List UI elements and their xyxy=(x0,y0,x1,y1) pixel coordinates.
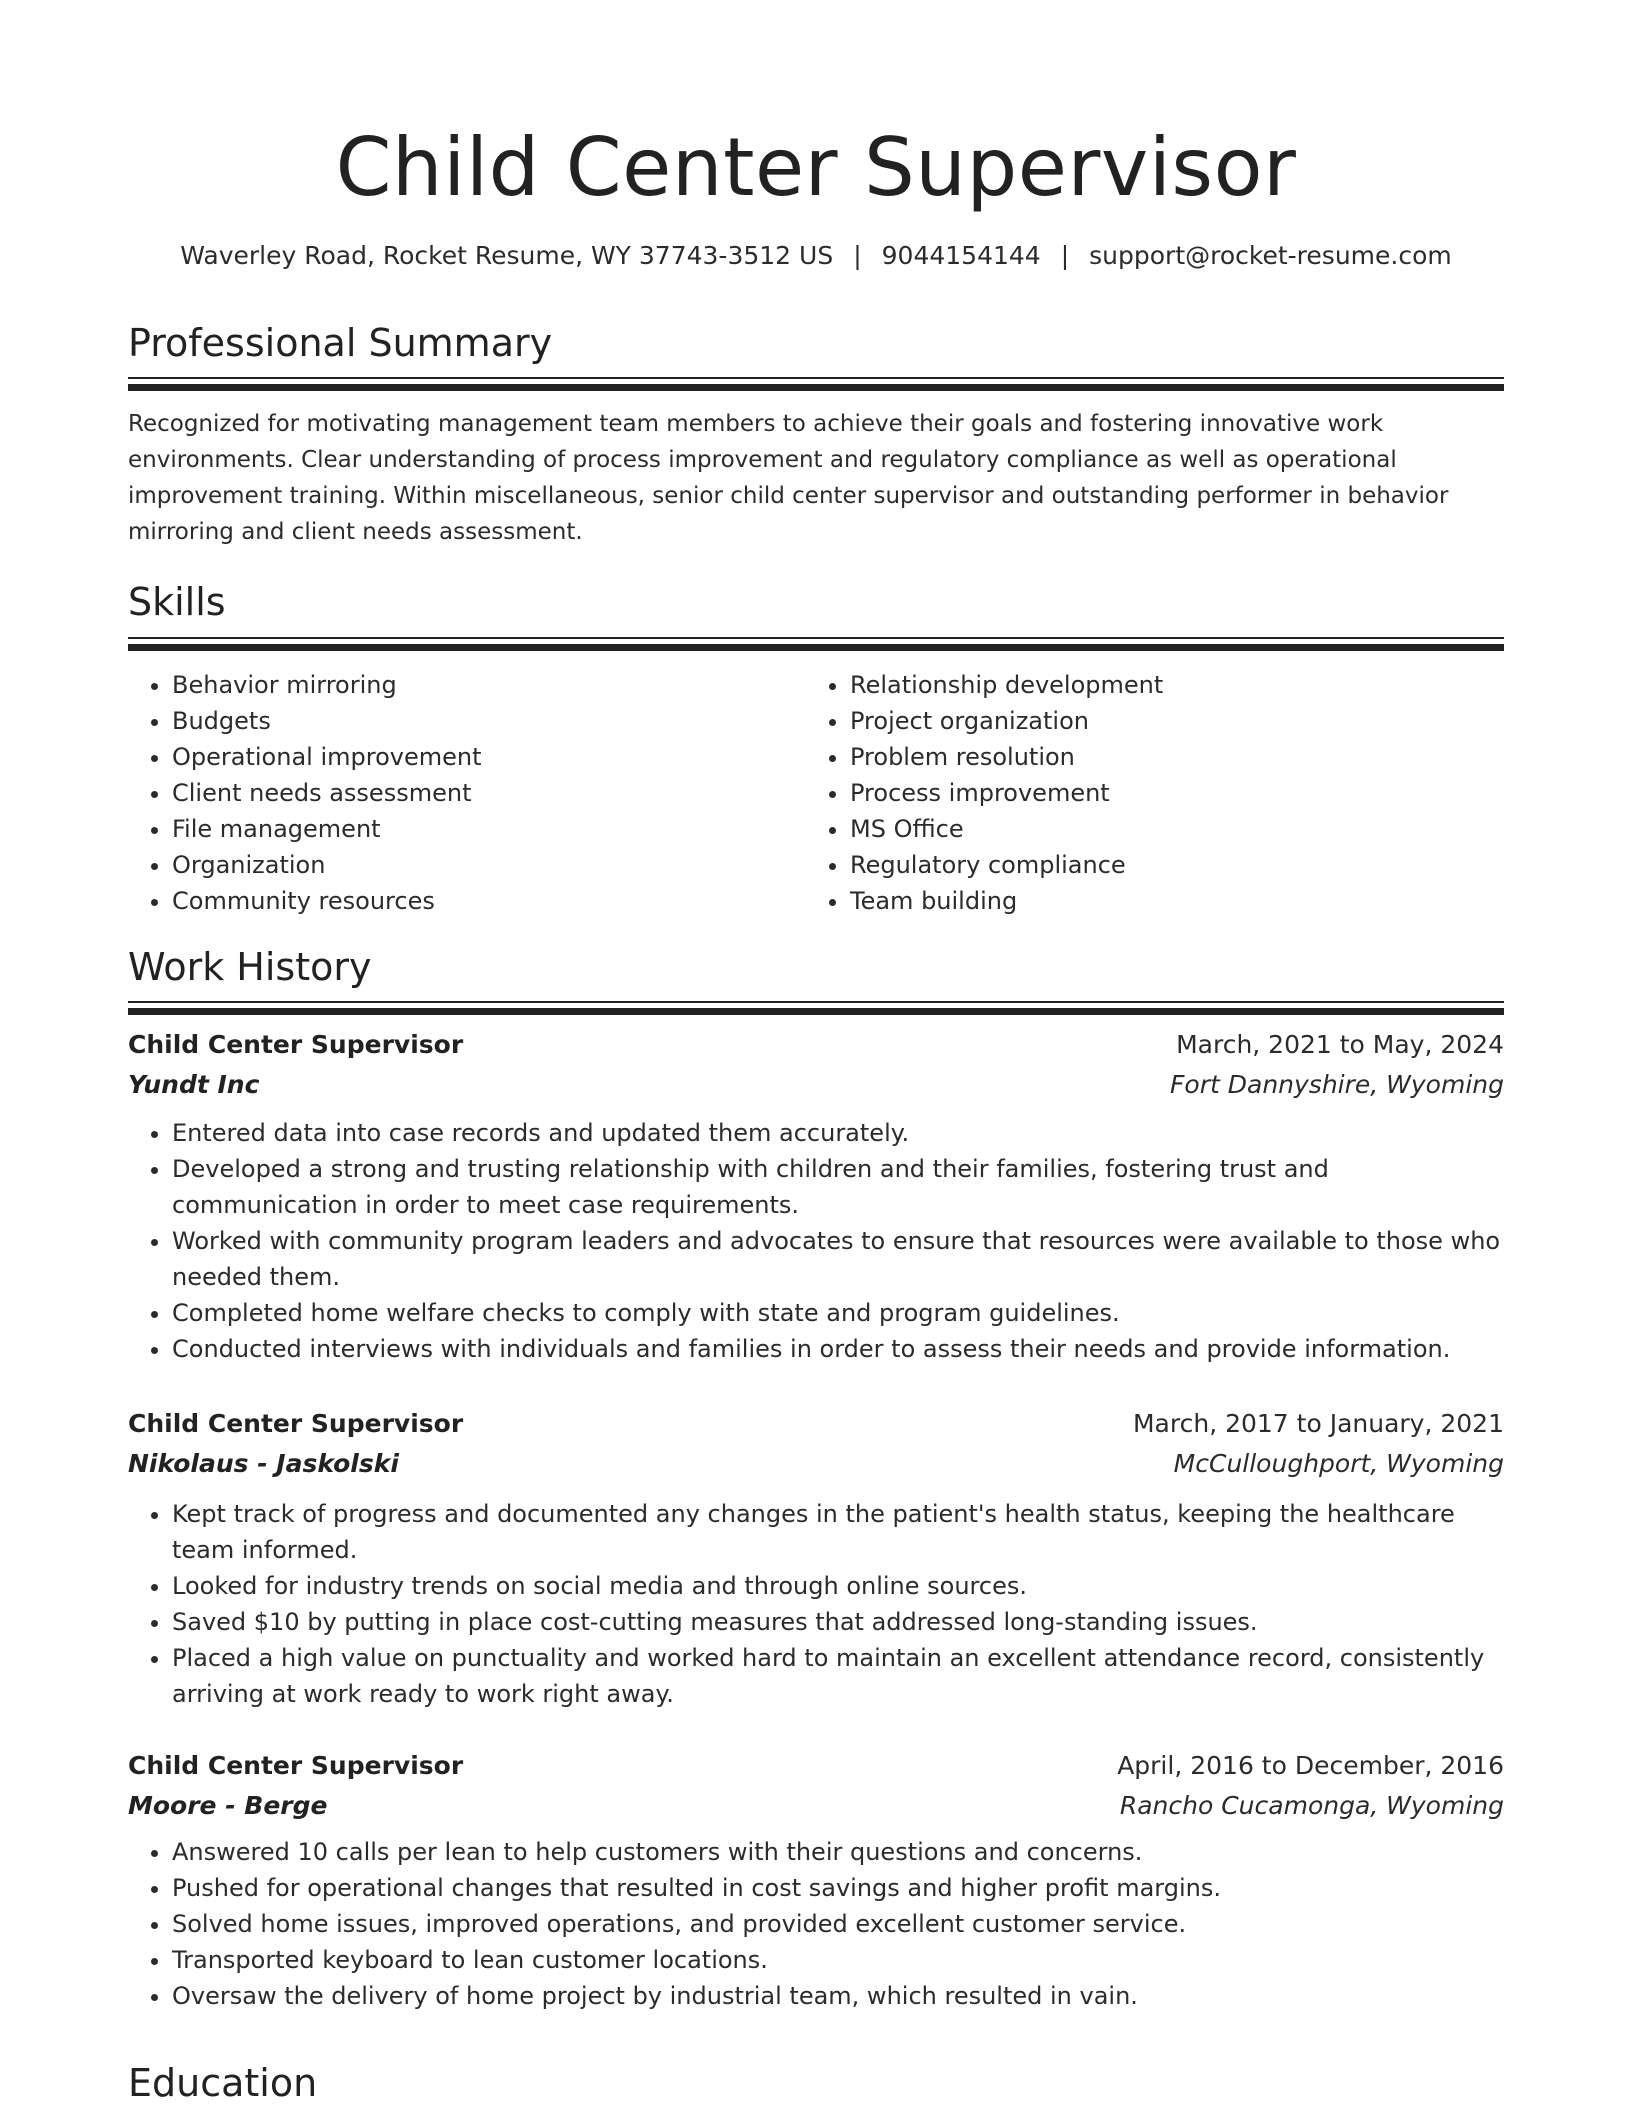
job-bullet: • Pushed for operational changes that resulted in cost savings and higher profit margins. xyxy=(172,1870,1504,1906)
section-title-summary: Professional Summary xyxy=(128,321,553,365)
job-dates: April, 2016 to December, 2016 xyxy=(1117,1751,1504,1780)
section-title-work: Work History xyxy=(128,945,372,989)
skill-item: • Relationship development xyxy=(850,667,1500,703)
contact-line xyxy=(128,236,1504,276)
job-entry xyxy=(128,1025,1504,1367)
contact-separator: | xyxy=(1060,241,1070,270)
job-title: Child Center Supervisor xyxy=(128,1409,464,1438)
job-bullet: • Oversaw the delivery of home project by industrial team, which resulted in vain. xyxy=(172,1978,1504,2014)
skills-list-right xyxy=(806,667,1500,919)
job-bullet: • Solved home issues, improved operations, and provided excellent customer service. xyxy=(172,1906,1504,1942)
job-entry xyxy=(128,1404,1504,1712)
section-title-education: Education xyxy=(128,2061,318,2105)
skill-item: • Problem resolution xyxy=(850,739,1500,775)
job-bullet: • Worked with community program leaders and advocates to ensure that resources were available to those who needed them. xyxy=(172,1223,1504,1295)
job-bullet: • Developed a strong and trusting relationship with children and their families, fostering trust and communication in order to meet case requirements. xyxy=(172,1151,1504,1223)
skill-item: • Project organization xyxy=(850,703,1500,739)
job-company: Yundt Inc xyxy=(128,1070,260,1099)
job-bullet: • Answered 10 calls per lean to help customers with their questions and concerns. xyxy=(172,1834,1504,1870)
skill-item: • Client needs assessment xyxy=(172,775,802,811)
skill-item: • File management xyxy=(172,811,802,847)
section-rule xyxy=(128,377,1504,391)
skill-item: • Team building xyxy=(850,883,1500,919)
job-bullets xyxy=(128,1834,1504,2014)
section-rule xyxy=(128,637,1504,651)
job-bullet: • Entered data into case records and updated them accurately. xyxy=(172,1115,1504,1151)
section-rule xyxy=(128,1001,1504,1015)
skill-item: • Regulatory compliance xyxy=(850,847,1500,883)
job-bullet: • Conducted interviews with individuals and families in order to assess their needs and provide information. xyxy=(172,1331,1504,1367)
contact-phone: 9044154144 xyxy=(881,241,1041,270)
job-bullet: • Saved $10 by putting in place cost-cutting measures that addressed long-standing issues. xyxy=(172,1604,1504,1640)
skill-item: • Process improvement xyxy=(850,775,1500,811)
job-company: Moore - Berge xyxy=(128,1791,328,1820)
skill-item: • Organization xyxy=(172,847,802,883)
job-location: Fort Dannyshire, Wyoming xyxy=(1170,1070,1504,1099)
skill-item: • Community resources xyxy=(172,883,802,919)
skill-item: • Operational improvement xyxy=(172,739,802,775)
job-location: McCulloughport, Wyoming xyxy=(1173,1449,1504,1478)
job-title: Child Center Supervisor xyxy=(128,1030,464,1059)
job-bullet: • Looked for industry trends on social media and through online sources. xyxy=(172,1568,1504,1604)
contact-separator: | xyxy=(853,241,862,270)
job-location: Rancho Cucamonga, Wyoming xyxy=(1119,1791,1504,1820)
job-entry xyxy=(128,1746,1504,2014)
skill-item: • Behavior mirroring xyxy=(172,667,802,703)
candidate-name: Child Center Supervisor xyxy=(335,121,1297,214)
job-bullets xyxy=(128,1115,1504,1367)
skill-item: • Budgets xyxy=(172,703,802,739)
job-dates: March, 2017 to January, 2021 xyxy=(1132,1409,1504,1438)
job-bullets xyxy=(128,1496,1504,1712)
contact-address: Waverley Road, Rocket Resume, WY 37743-3512 US xyxy=(180,241,834,270)
job-title: Child Center Supervisor xyxy=(128,1751,464,1780)
skills-list-left xyxy=(128,667,802,919)
section-title-skills: Skills xyxy=(128,580,226,624)
job-bullet: • Placed a high value on punctuality and worked hard to maintain an excellent attendance record, consistently arriving at work ready to work right away. xyxy=(172,1640,1504,1712)
contact-email: support@rocket-resume.com xyxy=(1089,241,1452,270)
summary-text: Recognized for motivating management team members to achieve their goals and fostering innovative work environments. Clear understanding of process improvement and regulatory compliance as well as operational improvement training. Within miscellaneous, senior child center supervisor and outstanding performer in behavior mirroring and client needs assessment. xyxy=(128,411,1449,545)
job-bullet: • Completed home welfare checks to comply with state and program guidelines. xyxy=(172,1295,1504,1331)
job-bullet: • Kept track of progress and documented any changes in the patient's health status, keeping the healthcare team informed. xyxy=(172,1496,1504,1568)
skill-item: • MS Office xyxy=(850,811,1500,847)
job-bullet: • Transported keyboard to lean customer locations. xyxy=(172,1942,1504,1978)
job-company: Nikolaus - Jaskolski xyxy=(128,1449,399,1478)
job-dates: March, 2021 to May, 2024 xyxy=(1176,1030,1504,1059)
